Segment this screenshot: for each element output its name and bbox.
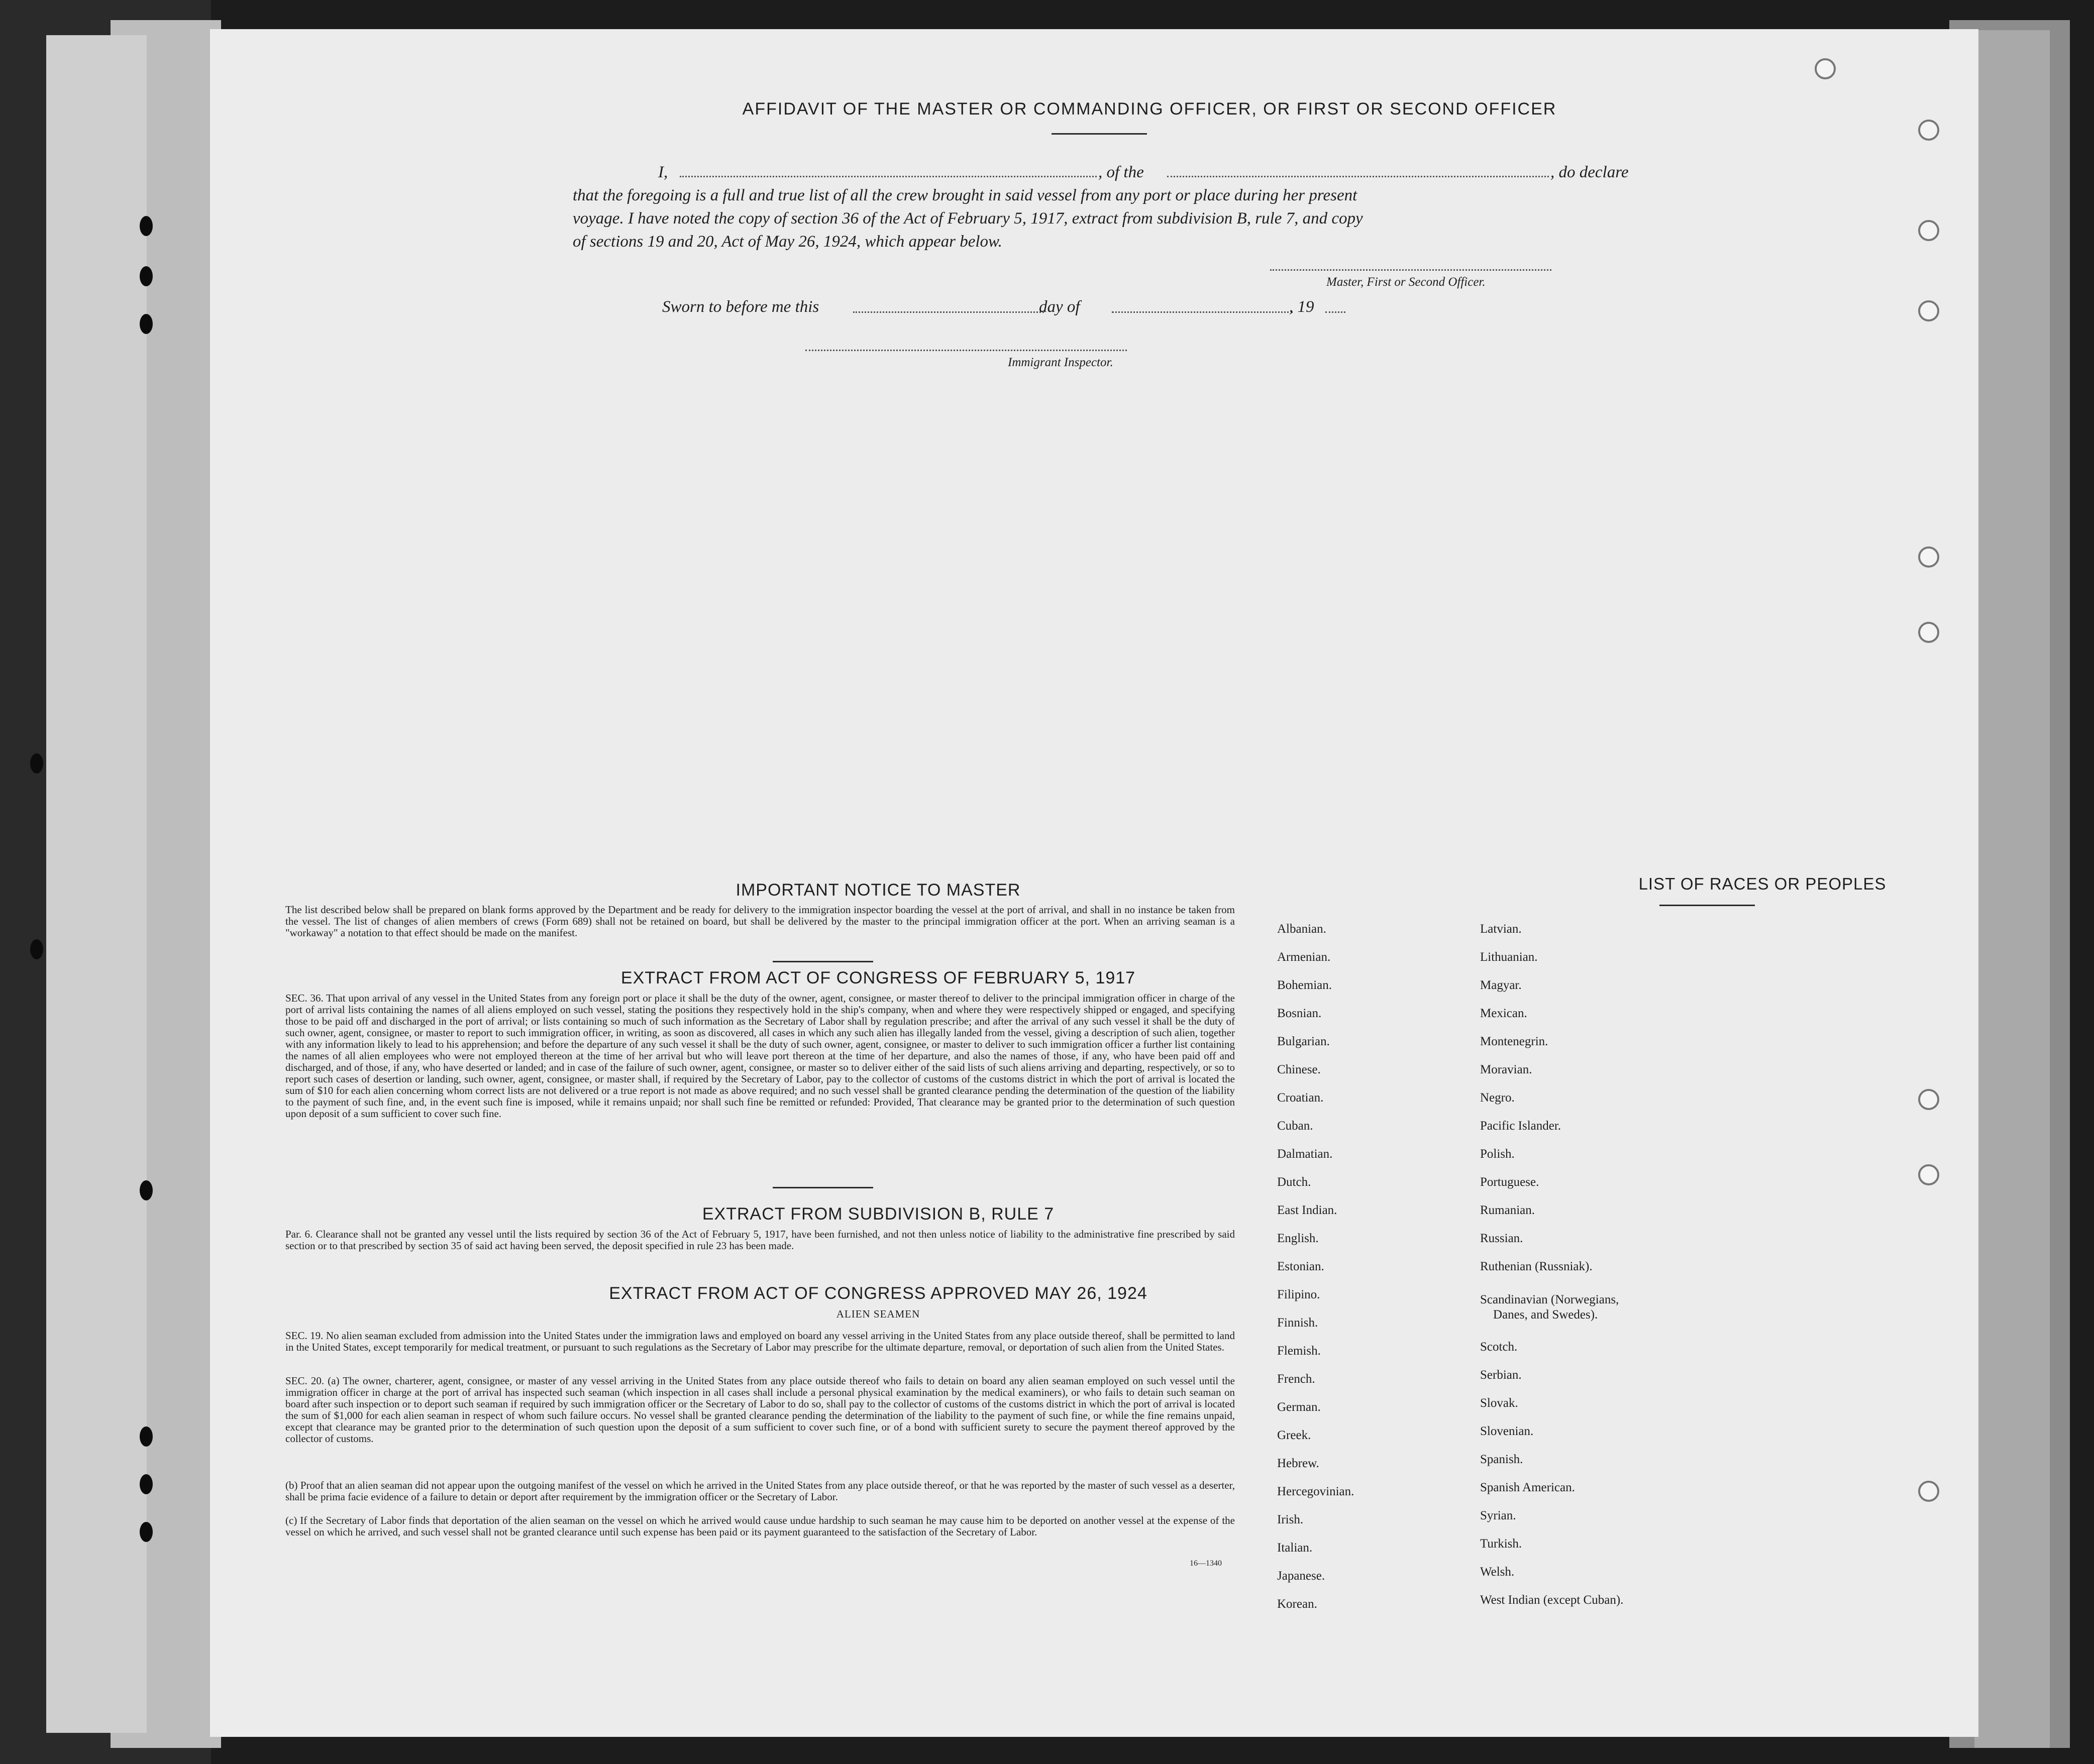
punch-hole-icon <box>140 266 153 286</box>
sworn-label: Sworn to before me this <box>662 298 819 316</box>
affidavit-line-2: that the foregoing is a full and true list of all the crew brought in said vessel from any port or place during her present <box>573 186 1357 204</box>
extract-1917-text: SEC. 36. That upon arrival of any vessel in the United States from any foreign port or place it shall be the duty of the owner, agent, consignee, or master thereof to deliver to the principal immigration officer in charge of the port of arrival lists containing the names of all aliens employed on such vessel, stating the positions they respectively hold in the ship's company, when and where they were respectively shipped or engaged, and specifying those to be paid off and discharged in the port of arrival; or lists containing so much of such information as the Secretary of Labor shall by regulation prescribe; and after the arrival of any such vessel it shall be the duty of such owner, agent, consignee, or master to report to such immigration officer, in writing, as soon as discovered, all cases in which any such alien has illegally landed from the vessel, giving a description of such alien, together with any information likely to lead to his apprehension; and before the departure of any such vessel it shall be the duty of such owner, agent, consignee, or master to deliver to such immigration officer a further list containing the names of all alien employees who were not employed thereon at the time of her arrival but who will leave port thereon at the time of her departure, and also the names of those, if any, who have been paid off and discharged, and of those, if any, who have deserted or landed; and in case of the failure of such owner, agent, consignee, or master so to deliver either of the said lists of such aliens arriving and departing, respectively, or so to report such cases of desertion or landing, such owner, agent, consignee, or master shall, if required by the Secretary of Labor, pay to the collector of customs of the customs district in which the port of arrival is located the sum of $10 for each alien concerning whom correct lists are not delivered or a true report is not made as above required; and no such vessel shall be granted clearance pending the determination of the question of the liability to the payment of such fine, and, in the event such fine is imposed, while it remains unpaid; nor shall such fine be remitted or refunded: Provided, That clearance may be granted prior to the determination of such question upon deposit of a sum sufficient to cover such fine. <box>285 992 1235 1120</box>
race-item: Montenegrin. <box>1480 1035 1548 1048</box>
race-item: Slovenian. <box>1480 1424 1534 1438</box>
race-item: Russian. <box>1480 1232 1523 1245</box>
alien-seamen-subtitle: ALIEN SEAMEN <box>836 1308 920 1320</box>
officer-signature-line[interactable] <box>1270 269 1551 271</box>
race-item: Bulgarian. <box>1277 1035 1330 1048</box>
ring-icon <box>1918 546 1939 568</box>
race-item: Turkish. <box>1480 1537 1522 1551</box>
sworn-year-line[interactable] <box>1325 311 1345 313</box>
race-item: Welsh. <box>1480 1565 1515 1579</box>
race-item: Korean. <box>1277 1597 1317 1611</box>
notice-title: IMPORTANT NOTICE TO MASTER <box>736 880 1021 900</box>
affidavit-of-the: , of the <box>1098 163 1144 181</box>
punch-hole-icon <box>140 1180 153 1200</box>
race-item: English. <box>1277 1232 1319 1245</box>
divider <box>1659 905 1755 906</box>
affidavit-do-declare: , do declare <box>1550 163 1629 181</box>
race-item: Slovak. <box>1480 1396 1518 1410</box>
race-item: Serbian. <box>1480 1368 1522 1382</box>
ring-icon <box>1815 58 1836 79</box>
affidavit-title: AFFIDAVIT OF THE MASTER OR COMMANDING OFFICER, OR FIRST OR SECOND OFFICER <box>742 99 1557 119</box>
punch-hole-icon <box>140 1474 153 1494</box>
race-item: Spanish American. <box>1480 1481 1575 1494</box>
races-title: LIST OF RACES OR PEOPLES <box>1638 874 1887 893</box>
divider <box>773 961 873 962</box>
race-item: Bohemian. <box>1277 978 1332 992</box>
inspector-signature-line[interactable] <box>805 350 1127 351</box>
race-item: Danes, and Swedes). <box>1493 1308 1598 1321</box>
ring-icon <box>1918 300 1939 321</box>
ring-icon <box>1918 1089 1939 1110</box>
ring-icon <box>1918 622 1939 643</box>
race-item: Filipino. <box>1277 1288 1320 1301</box>
race-item: Flemish. <box>1277 1344 1321 1358</box>
race-item: Magyar. <box>1480 978 1522 992</box>
race-item: Mexican. <box>1480 1007 1527 1020</box>
sec-20b-text: (b) Proof that an alien seaman did not appear upon the outgoing manifest of the vessel on which he arrived in the United States from any place outside thereof, or that he was reported by the master of such vessel as a deserter, shall be prima facie evidence of a failure to detain or deport after requirement by the immigration officer or the Secretary of Labor. <box>285 1479 1235 1503</box>
ring-icon <box>1918 220 1939 241</box>
punch-hole-icon <box>140 1522 153 1542</box>
race-item: Greek. <box>1277 1428 1311 1442</box>
sec-19-text: SEC. 19. No alien seaman excluded from admission into the United States under the immigration laws and employed on board any vessel arriving in the United States from any place outside thereof, shall be permitted to land in the United States, except temporarily for medical treatment, or pursuant to such regulations as the Secretary of Labor may prescribe for the ultimate departure, removal, or deportation of such alien from the United States. <box>285 1330 1235 1353</box>
race-item: Irish. <box>1277 1513 1304 1526</box>
form-number: 16—1340 <box>1190 1559 1222 1568</box>
race-item: Japanese. <box>1277 1569 1325 1583</box>
race-item: Negro. <box>1480 1091 1515 1105</box>
race-item: Hercegovinian. <box>1277 1485 1354 1498</box>
affidavit-line-4: of sections 19 and 20, Act of May 26, 1924, which appear below. <box>573 233 1002 251</box>
extract-1917-title: EXTRACT FROM ACT OF CONGRESS OF FEBRUARY 5, 1917 <box>620 968 1136 987</box>
race-item: Finnish. <box>1277 1316 1318 1330</box>
year-label: , 19 <box>1289 298 1314 316</box>
race-item: Rumanian. <box>1480 1203 1535 1217</box>
race-item: Dalmatian. <box>1277 1147 1333 1161</box>
extract-1924-title: EXTRACT FROM ACT OF CONGRESS APPROVED MAY 26, 1924 <box>609 1284 1147 1303</box>
race-item: Hebrew. <box>1277 1457 1319 1470</box>
sec-20c-text: (c) If the Secretary of Labor finds that deportation of the alien seaman on the vessel on which he arrived would cause undue hardship to such seaman he may cause him to be deported on another vessel at the expense of the vessel on which he arrived, and such vessel shall not be granted clearance until such expense has been paid or its payment guaranteed to the satisfaction of the Secretary of Labor. <box>285 1514 1235 1538</box>
race-item: German. <box>1277 1400 1321 1414</box>
race-item: Latvian. <box>1480 922 1522 936</box>
race-item: Syrian. <box>1480 1509 1516 1522</box>
race-item: Portuguese. <box>1480 1175 1539 1189</box>
punch-hole-icon <box>140 1426 153 1447</box>
master-officer-label: Master, First or Second Officer. <box>1326 275 1486 289</box>
day-of-label: day of <box>1039 298 1080 316</box>
race-item: Polish. <box>1480 1147 1515 1161</box>
punch-hole-icon <box>30 939 43 959</box>
race-item: Dutch. <box>1277 1175 1311 1189</box>
sec-20a-text: SEC. 20. (a) The owner, charterer, agent, consignee, or master of any vessel arriving in the United States from any place outside thereof who fails to detain on board any alien seaman employed on such vessel until the immigration officer in charge at the port of arrival has inspected such seaman (which inspection in all cases shall include a personal physical examination by the medical examiners), or who fails to detain such seaman on board after such inspection or to deport such seaman if required by such immigration officer or the Secretary of Labor to do so, shall pay to the collector of customs of the customs district in which the port of arrival is located the sum of $1,000 for each alien seaman in respect of whom such failure occurs. No vessel shall be granted clearance pending the determination of the liability to the payment of such fine, or while the fine remains unpaid, except that clearance may be granted prior to the determination of such question upon the deposit of a sum sufficient to cover such fine, or of a bond with sufficient surety to secure the payment thereof approved by the collector of customs. <box>285 1375 1235 1445</box>
race-item: Spanish. <box>1480 1453 1523 1466</box>
race-item: Ruthenian (Russniak). <box>1480 1260 1593 1273</box>
affidavit-i: I, <box>658 163 668 181</box>
race-item: Armenian. <box>1277 950 1331 964</box>
vessel-name-line[interactable] <box>1167 176 1549 177</box>
race-item: Moravian. <box>1480 1063 1532 1076</box>
divider <box>773 1187 873 1188</box>
race-item: Croatian. <box>1277 1091 1324 1105</box>
race-item: Bosnian. <box>1277 1007 1322 1020</box>
sworn-day-line[interactable] <box>853 311 1044 313</box>
ring-icon <box>1918 120 1939 141</box>
rule-7-title: EXTRACT FROM SUBDIVISION B, RULE 7 <box>702 1204 1055 1224</box>
inspector-label: Immigrant Inspector. <box>1008 356 1113 369</box>
rule-7-text: Par. 6. Clearance shall not be granted any vessel until the lists required by section 36 of the Act of February 5, 1917, have been furnished, and not then unless notice of liability to the administrative fine prescribed by said section or to that prescribed by section 35 of said act having been served, the deposit specified in rule 23 has been made. <box>285 1228 1235 1252</box>
sworn-month-line[interactable] <box>1112 311 1293 313</box>
race-item: East Indian. <box>1277 1203 1337 1217</box>
race-item: Scotch. <box>1480 1340 1518 1354</box>
title-underline <box>1052 133 1147 135</box>
race-item: Scandinavian (Norwegians, <box>1480 1293 1619 1306</box>
race-item: Pacific Islander. <box>1480 1119 1561 1133</box>
race-item: Cuban. <box>1277 1119 1313 1133</box>
crew-list-form-page <box>210 29 1978 1737</box>
race-item: Estonian. <box>1277 1260 1324 1273</box>
race-item: West Indian (except Cuban). <box>1480 1593 1624 1607</box>
ring-icon <box>1918 1481 1939 1502</box>
affidavit-line-3: voyage. I have noted the copy of section 36 of the Act of February 5, 1917, extract from subdivision B, rule 7, and copy <box>573 209 1363 228</box>
underlying-sheet-edge <box>46 35 147 1733</box>
notice-text: The list described below shall be prepared on blank forms approved by the Department and be ready for delivery to the immigration inspector boarding the vessel at the port of arrival, and shall in no instance be taken from the vessel. The list of changes of alien members of crews (Form 689) shall not be retained on board, but shall be delivered by the master to the principal immigration officer at the port. When an arriving seaman is a "workaway" a notation to that effect should be made on the manifest. <box>285 904 1235 939</box>
punch-hole-icon <box>140 314 153 334</box>
race-item: Italian. <box>1277 1541 1313 1555</box>
race-item: Albanian. <box>1277 922 1326 936</box>
ring-icon <box>1918 1164 1939 1185</box>
race-item: French. <box>1277 1372 1315 1386</box>
race-item: Lithuanian. <box>1480 950 1538 964</box>
race-item: Chinese. <box>1277 1063 1321 1076</box>
punch-hole-icon <box>30 753 43 774</box>
master-name-line[interactable] <box>680 176 1097 177</box>
punch-hole-icon <box>140 216 153 236</box>
